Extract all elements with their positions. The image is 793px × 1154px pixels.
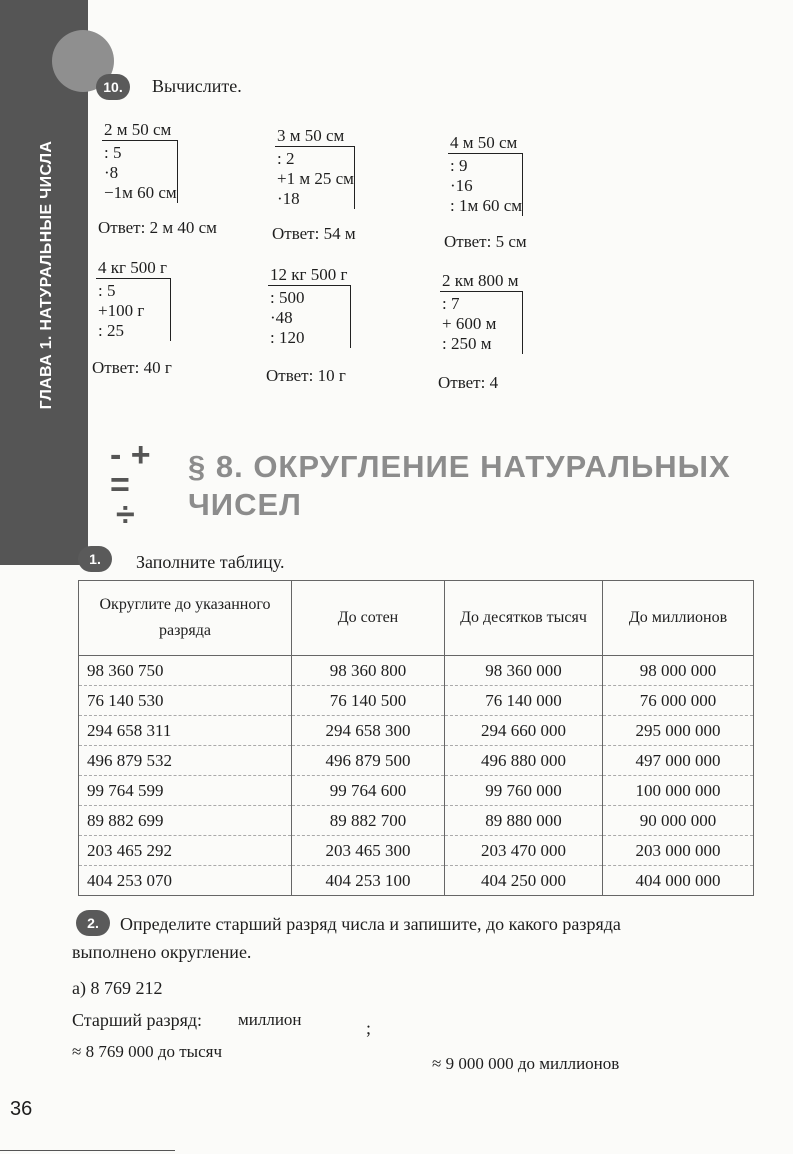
rounding-table [78, 580, 754, 896]
table-cell: 99 764 599 [79, 776, 292, 806]
senior-digit-value: миллион [238, 1010, 302, 1029]
table-row [79, 836, 754, 866]
table-header-row [79, 581, 754, 656]
table-cell: 404 000 000 [603, 866, 754, 896]
calc-ops [102, 141, 178, 203]
calc-answer-5: Ответ: 10 г [266, 366, 346, 385]
semicolon: ; [366, 1018, 372, 1038]
table-cell: 100 000 000 [603, 776, 754, 806]
calc-op: : 5 [98, 281, 116, 300]
operation-symbols-icon [110, 436, 170, 534]
equals-symbol: = [110, 466, 130, 504]
table-header: До десятков тысяч [445, 581, 603, 656]
table-cell: 404 250 000 [445, 866, 603, 896]
table-cell: 294 658 311 [79, 716, 292, 746]
senior-digit-label: Старший разряд: [72, 1010, 203, 1030]
approx-answer-2-text: до миллионов [513, 1054, 620, 1073]
chapter-title: ГЛАВА 1. НАТУРАЛЬНЫЕ ЧИСЛА [38, 140, 55, 410]
calc-ops [96, 279, 171, 341]
divide-symbol: ÷ [116, 496, 135, 534]
approx-answer-1: ≈ 8 769 000 до тысяч [72, 1042, 222, 1061]
calc-op: +1 м 25 см [277, 169, 354, 188]
calc-ops [440, 292, 523, 354]
calc-op: ·18 [277, 189, 300, 208]
calc-op: −1м 60 см [104, 183, 177, 202]
task-2-title-line2: выполнено округление. [72, 942, 252, 962]
table-cell: 496 880 000 [445, 746, 603, 776]
calc-answer-6: Ответ: 4 [438, 373, 499, 392]
table-cell: 497 000 000 [603, 746, 754, 776]
table-cell: 76 140 530 [79, 686, 292, 716]
approx-answer-2-number: ≈ 9 000 000 [432, 1054, 514, 1073]
table-cell: 404 253 070 [79, 866, 292, 896]
table-cell: 203 465 292 [79, 836, 292, 866]
table-row [79, 776, 754, 806]
table-row [79, 656, 754, 686]
table-cell: 98 360 800 [292, 656, 445, 686]
table-cell: 294 660 000 [445, 716, 603, 746]
calc-op: : 250 м [442, 334, 492, 353]
calc-head: 4 м 50 см [448, 133, 523, 154]
table-cell: 76 140 000 [445, 686, 603, 716]
table-cell: 99 760 000 [445, 776, 603, 806]
calc-ops [275, 147, 355, 209]
minus-symbol: - [110, 436, 122, 474]
calc-answer-4: Ответ: 40 г [92, 358, 172, 377]
task-2-title-line1: Определите старший разряд числа и запишите, до какого разряда [120, 914, 621, 934]
page-number: 36 [10, 1098, 33, 1120]
task-10-number: 10. [96, 74, 130, 100]
calc-op: : 5 [104, 143, 122, 162]
calc-block-5 [268, 265, 351, 348]
calc-op: : 25 [98, 321, 124, 340]
calc-op: ·48 [270, 308, 293, 327]
calc-op: + 600 м [442, 314, 497, 333]
calc-block-2 [275, 126, 355, 209]
calc-head: 3 м 50 см [275, 126, 355, 147]
calc-op: : 2 [277, 149, 295, 168]
calc-block-6 [440, 271, 523, 354]
calc-op: ·8 [104, 163, 119, 182]
table-cell: 496 879 532 [79, 746, 292, 776]
table-cell: 295 000 000 [603, 716, 754, 746]
table-cell: 98 360 000 [445, 656, 603, 686]
table-cell: 294 658 300 [292, 716, 445, 746]
table-cell: 203 470 000 [445, 836, 603, 866]
calc-op: : 500 [270, 288, 305, 307]
task-1-number: 1. [78, 546, 112, 572]
table-cell: 98 000 000 [603, 656, 754, 686]
calc-ops [448, 154, 523, 216]
calc-head: 2 м 50 см [102, 120, 178, 141]
table-row [79, 866, 754, 896]
table-row [79, 806, 754, 836]
table-cell: 98 360 750 [79, 656, 292, 686]
calc-block-1 [102, 120, 178, 203]
calc-op: : 9 [450, 156, 468, 175]
bottom-rule [0, 1150, 175, 1151]
calc-op: : 7 [442, 294, 460, 313]
calc-head: 4 кг 500 г [96, 258, 171, 279]
table-cell: 404 253 100 [292, 866, 445, 896]
task-10-title: Вычислите. [152, 76, 242, 96]
calc-ops [268, 286, 351, 348]
task-1-title: Заполните таблицу. [136, 552, 285, 572]
table-cell: 89 882 700 [292, 806, 445, 836]
table-row [79, 716, 754, 746]
section-title: § 8. ОКРУГЛЕНИЕ НАТУРАЛЬНЫХ ЧИСЕЛ [188, 449, 731, 522]
table-cell: 496 879 500 [292, 746, 445, 776]
table-cell: 203 000 000 [603, 836, 754, 866]
calc-answer-2: Ответ: 54 м [272, 224, 356, 243]
calc-op: : 120 [270, 328, 305, 347]
table-header: Округлите до указанного разряда [79, 581, 292, 656]
table-cell: 89 882 699 [79, 806, 292, 836]
table-cell: 99 764 600 [292, 776, 445, 806]
table-cell: 76 000 000 [603, 686, 754, 716]
calc-head: 2 км 800 м [440, 271, 523, 292]
approx-answer-2 [432, 1054, 619, 1074]
table-cell: 203 465 300 [292, 836, 445, 866]
calc-answer-1: Ответ: 2 м 40 см [98, 218, 217, 237]
calc-answer-3: Ответ: 5 см [444, 232, 527, 251]
task-2-number: 2. [76, 910, 110, 936]
calc-block-3 [448, 133, 523, 216]
table-row [79, 746, 754, 776]
table-cell: 89 880 000 [445, 806, 603, 836]
calc-op: : 1м 60 см [450, 196, 523, 215]
calc-op: ·16 [450, 176, 473, 195]
calc-head: 12 кг 500 г [268, 265, 351, 286]
plus-symbol: + [130, 436, 151, 474]
calc-op: +100 г [98, 301, 145, 320]
table-cell: 90 000 000 [603, 806, 754, 836]
table-header: До миллионов [603, 581, 754, 656]
table-cell: 76 140 500 [292, 686, 445, 716]
table-row [79, 686, 754, 716]
task-2-item-a: а) 8 769 212 [72, 978, 163, 998]
calc-block-4 [96, 258, 171, 341]
table-header: До сотен [292, 581, 445, 656]
